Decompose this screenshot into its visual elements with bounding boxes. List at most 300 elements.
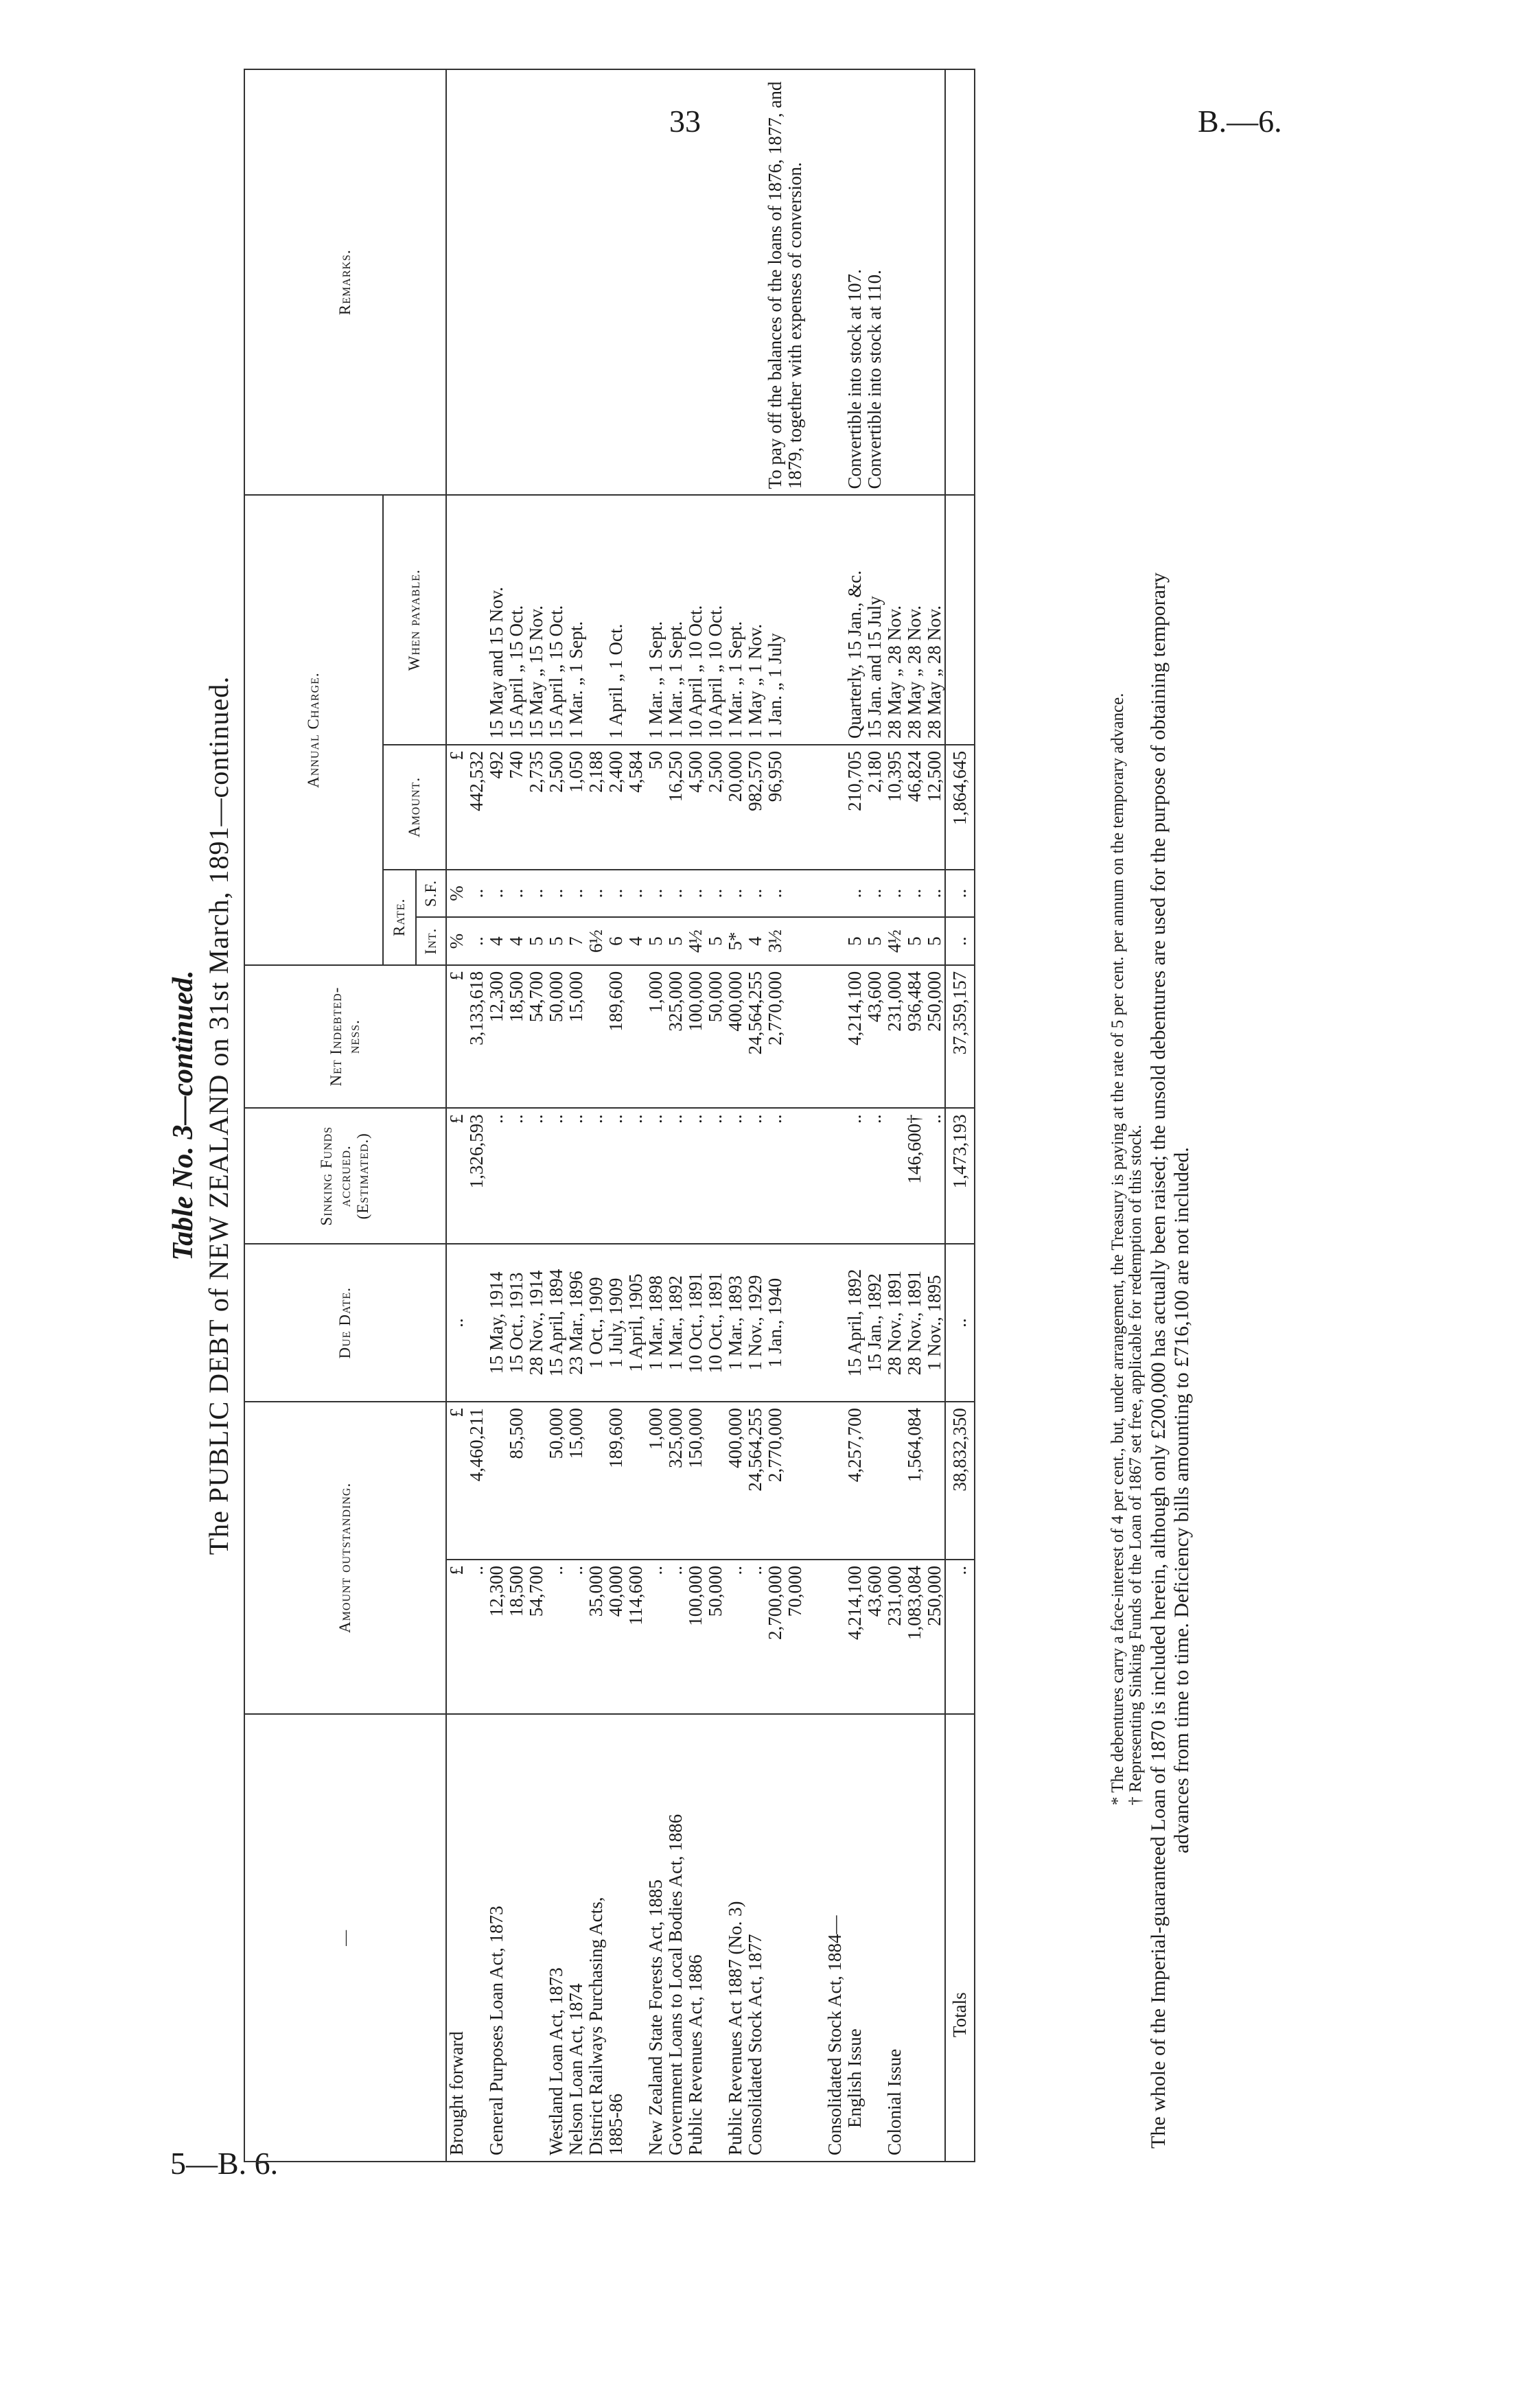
- totals-sfr: ..: [945, 870, 975, 918]
- cell-remarks: [446, 69, 487, 495]
- cell-line: [925, 1720, 944, 2155]
- cell-line: £: [446, 971, 467, 981]
- cell-charge: [825, 745, 885, 870]
- cell-line: [626, 971, 646, 1102]
- cell-line: ..: [924, 1114, 944, 1124]
- cell-line: Public Revenues Act 1887 (No. 3): [725, 1901, 745, 2155]
- cell-line: 50,000: [705, 1566, 726, 1617]
- cell-line: 10 April „ 10 Oct.: [705, 605, 726, 739]
- table-row: [726, 69, 825, 2162]
- cell-line: £: [446, 1408, 467, 1417]
- cell-sfr: [487, 870, 546, 918]
- cell-line: 2,180: [864, 750, 885, 793]
- cell-net: [446, 965, 487, 1109]
- cell-line: 15 April „ 15 Oct.: [546, 605, 566, 739]
- cell-remarks: [885, 69, 945, 495]
- cell-line: £: [446, 1114, 467, 1124]
- cell-line: 15 May and 15 Nov.: [486, 587, 507, 739]
- cell-line: 5: [844, 936, 865, 946]
- cell-line: 15 May „ 15 Nov.: [526, 605, 546, 739]
- cell-line: [706, 1720, 726, 2155]
- cell-line: 12,300: [486, 1566, 507, 1617]
- cell-line: 325,000: [665, 1408, 686, 1468]
- cell-line: [865, 1720, 885, 2155]
- cell-line: 114,600: [625, 1566, 646, 1625]
- cell-line: [626, 501, 646, 739]
- cell-amt1: [885, 1560, 945, 1714]
- cell-due: [546, 1244, 646, 1402]
- cell-remarks: [825, 69, 885, 495]
- cell-line: Nelson Loan Act, 1874: [566, 1983, 586, 2155]
- cell-desc: [726, 1714, 825, 2162]
- cell-line: 492: [486, 750, 507, 779]
- cell-amt2: [487, 1402, 546, 1560]
- cell-line: 1 Jan., 1940: [765, 1277, 785, 1368]
- cell-line: [905, 76, 925, 489]
- cell-line: [825, 1250, 845, 1396]
- cell-int: [885, 917, 945, 965]
- cell-line: 5: [665, 936, 686, 946]
- cell-line: 28 Nov., 1891: [884, 1270, 905, 1376]
- cell-line: ..: [466, 936, 487, 946]
- cell-line: 1 Mar., 1898: [645, 1275, 666, 1371]
- table-row: [546, 69, 646, 2162]
- cell-line: ..: [486, 1114, 507, 1124]
- totals-remarks: [945, 69, 975, 495]
- cell-amt2: [726, 1402, 825, 1560]
- cell-line: [885, 1114, 905, 1238]
- cell-line: 250,000: [924, 971, 944, 1032]
- totals-net: 37,359,157: [945, 965, 975, 1109]
- cell-line: 43,600: [864, 971, 885, 1023]
- cell-line: 150,000: [685, 1408, 706, 1468]
- cell-amt1: [546, 1560, 646, 1714]
- cell-line: ..: [844, 1114, 865, 1124]
- cell-amt1: [726, 1560, 825, 1714]
- cell-line: 400,000: [725, 971, 745, 1032]
- cell-due: [646, 1244, 726, 1402]
- cell-amt2: [446, 1402, 487, 1560]
- cell-sf_accrued: [825, 1108, 885, 1244]
- cell-sfr: [726, 870, 825, 918]
- cell-line: 1 Mar. „ 1 Sept.: [725, 621, 745, 739]
- cell-line: ..: [844, 888, 865, 899]
- cell-line: 4: [745, 936, 765, 946]
- page-number: 33: [669, 104, 701, 139]
- cell-line: ..: [566, 1566, 586, 1575]
- cell-line: 4,214,100: [844, 1566, 865, 1641]
- cell-line: [745, 76, 765, 489]
- cell-line: [785, 1408, 805, 1553]
- cell-desc: [825, 1714, 885, 2162]
- cell-line: [885, 1408, 905, 1553]
- cell-line: 1 Jan. „ 1 July: [765, 633, 785, 739]
- cell-line: 2,400: [605, 750, 626, 793]
- cell-line: 210,705: [844, 750, 865, 811]
- cell-net: [885, 965, 945, 1109]
- cell-line: 4,584: [625, 750, 646, 793]
- cell-line: 1,000: [645, 971, 666, 1013]
- cell-line: ..: [526, 1114, 546, 1124]
- footnote-star: * The debentures carry a face-interest of 4 per cent., but, under arrangement, the Treasury is paying at the rate of 5 per cent. per annum on the temporary advance.: [1109, 693, 1127, 1805]
- col-rate-int: Int.: [416, 917, 446, 965]
- cell-line: 24,564,255: [745, 1408, 765, 1492]
- cell-line: District Railways Purchasing Acts,: [585, 1897, 606, 2155]
- cell-line: [825, 923, 845, 959]
- cell-when: [487, 495, 546, 745]
- cell-line: 28 Nov., 1914: [526, 1270, 546, 1376]
- cell-line: ..: [466, 1566, 487, 1575]
- cell-line: 2,700,000: [765, 1566, 785, 1641]
- cell-line: [666, 76, 686, 489]
- cell-line: [586, 501, 606, 739]
- cell-charge: [726, 745, 825, 870]
- cell-line: 4: [625, 936, 646, 946]
- cell-line: 1 Oct., 1909: [585, 1277, 606, 1369]
- col-remarks: Remarks.: [244, 69, 446, 495]
- cell-line: 1 Mar. „ 1 Sept.: [665, 621, 686, 739]
- cell-line: 1,326,593: [466, 1114, 487, 1189]
- cell-desc: [546, 1714, 646, 2162]
- cell-line: [925, 76, 944, 489]
- cell-line: 15 April, 1894: [546, 1269, 566, 1377]
- cell-line: [566, 76, 586, 489]
- cell-line: [507, 76, 526, 489]
- rotated-table-block: [167, 69, 1203, 2162]
- cell-line: [825, 876, 845, 912]
- cell-line: ..: [745, 1566, 765, 1575]
- cell-when: [446, 495, 487, 745]
- col-net-indebtedness: Net Indebted-ness.: [244, 965, 446, 1109]
- cell-sf_accrued: [546, 1108, 646, 1244]
- cell-line: ..: [685, 888, 706, 899]
- cell-line: ..: [566, 1114, 586, 1124]
- cell-line: ..: [605, 1114, 626, 1124]
- table-row: [885, 69, 945, 2162]
- cell-line: 5: [645, 936, 666, 946]
- col-rate: Rate.: [383, 870, 416, 965]
- totals-amt1: ..: [945, 1560, 975, 1714]
- cell-line: ..: [546, 888, 566, 899]
- cell-line: ..: [725, 888, 745, 899]
- cell-line: 5*: [725, 931, 745, 951]
- cell-line: 20,000: [725, 750, 745, 802]
- cell-line: ..: [645, 1566, 666, 1575]
- cell-line: 15 April, 1892: [844, 1269, 865, 1377]
- cell-line: 15 May, 1914: [486, 1271, 507, 1374]
- cell-line: 35,000: [585, 1566, 606, 1617]
- cell-line: [785, 501, 805, 739]
- cell-line: ..: [546, 1114, 566, 1124]
- cell-line: [586, 1408, 606, 1553]
- cell-desc: [646, 1714, 726, 2162]
- cell-line: 1 Mar. „ 1 Sept.: [566, 621, 586, 739]
- cell-line: 4: [486, 936, 507, 946]
- cell-line: 1 Nov., 1895: [924, 1275, 944, 1371]
- cell-line: 2,500: [546, 750, 566, 793]
- cell-line: 442,532: [466, 750, 487, 811]
- cell-line: 15,000: [566, 1408, 586, 1459]
- cell-line: Government Loans to Local Bodies Act, 1886: [665, 1814, 686, 2155]
- cell-line: [905, 1720, 925, 2155]
- cell-line: 1885-86: [605, 2094, 626, 2155]
- cell-line: 10 April „ 10 Oct.: [685, 605, 706, 739]
- cell-line: %: [446, 885, 467, 901]
- cell-remarks: [726, 69, 825, 495]
- cell-line: [447, 76, 467, 489]
- cell-due: [487, 1244, 546, 1402]
- cell-charge: [885, 745, 945, 870]
- col-annual-charge: Annual Charge.: [244, 495, 383, 964]
- cell-line: ..: [546, 1566, 566, 1575]
- cell-line: ..: [645, 1114, 666, 1124]
- col-due-date: Due Date.: [244, 1244, 446, 1402]
- cell-line: New Zealand State Forests Act, 1885: [645, 1879, 666, 2155]
- cell-line: [646, 76, 666, 489]
- table-number-title: Table No. 3—continued.: [167, 970, 199, 1261]
- table-row: [825, 69, 885, 2162]
- cell-line: 1,050: [566, 750, 586, 793]
- cell-line: [825, 501, 845, 739]
- cell-line: [507, 1720, 526, 2155]
- cell-line: [546, 76, 566, 489]
- cell-amt1: [487, 1560, 546, 1714]
- cell-line: [785, 923, 805, 959]
- cell-line: 2,770,000: [765, 1408, 785, 1483]
- cell-line: 4,460,211: [466, 1408, 487, 1482]
- cell-line: [686, 76, 706, 489]
- cell-line: [785, 751, 805, 864]
- cell-line: 43,600: [864, 1566, 885, 1617]
- cell-line: 15 April „ 15 Oct.: [506, 605, 526, 739]
- cell-line: 3,133,618: [466, 971, 487, 1045]
- cell-line: [586, 971, 606, 1102]
- cell-sf_accrued: [487, 1108, 546, 1244]
- cell-sfr: [446, 870, 487, 918]
- cell-line: 740: [506, 750, 526, 779]
- cell-line: ..: [566, 888, 586, 899]
- cell-line: [706, 1408, 726, 1553]
- cell-line: 54,700: [526, 1566, 546, 1617]
- totals-charge: 1,864,645: [945, 745, 975, 870]
- cell-due: [726, 1244, 825, 1402]
- cell-remarks: [487, 69, 546, 495]
- cell-amt1: [646, 1560, 726, 1714]
- cell-charge: [546, 745, 646, 870]
- cell-charge: [446, 745, 487, 870]
- cell-int: [446, 917, 487, 965]
- cell-line: 6: [605, 936, 626, 946]
- page-reference-bottom: 5—B. 6.: [170, 2146, 279, 2181]
- cell-line: 3½: [765, 929, 785, 953]
- footnote-dagger: † Representing Sinking Funds of the Loan of 1867 set free, applicable for redemption of this stock.: [1126, 1124, 1145, 1805]
- cell-line: [825, 751, 845, 864]
- cell-line: 1,000: [645, 1408, 666, 1450]
- totals-sf_accrued: 1,473,193: [945, 1108, 975, 1244]
- cell-int: [646, 917, 726, 965]
- cell-line: 28 May „ 28 Nov.: [904, 605, 925, 739]
- cell-line: [706, 76, 726, 489]
- cell-line: 4½: [685, 929, 706, 953]
- cell-int: [487, 917, 546, 965]
- cell-line: 1 May „ 1 Nov.: [745, 624, 765, 739]
- cell-charge: [646, 745, 726, 870]
- cell-line: 5: [526, 936, 546, 946]
- cell-line: 1 April, 1905: [625, 1273, 646, 1372]
- cell-line: 1 July, 1909: [605, 1277, 626, 1368]
- cell-line: 1 Nov., 1929: [745, 1275, 765, 1371]
- cell-line: [586, 76, 606, 489]
- cell-line: [925, 1408, 944, 1553]
- cell-line: 1 Mar., 1892: [665, 1275, 686, 1371]
- cell-line: 1 Mar., 1893: [725, 1275, 745, 1371]
- cell-line: English Issue: [844, 2028, 865, 2128]
- cell-line: Public Revenues Act, 1886: [685, 1954, 706, 2155]
- cell-line: ..: [446, 1318, 467, 1328]
- cell-line: Convertible into stock at 110.: [864, 270, 885, 489]
- cell-line: 15 Jan. and 15 July: [864, 596, 885, 739]
- cell-line: 15 Jan., 1892: [864, 1273, 885, 1373]
- cell-line: [825, 1114, 845, 1238]
- cell-net: [825, 965, 885, 1109]
- col-when-payable: When payable.: [383, 495, 446, 745]
- cell-line: 1 Mar. „ 1 Sept.: [645, 621, 666, 739]
- cell-line: 54,700: [526, 971, 546, 1023]
- cell-line: ..: [506, 888, 526, 899]
- cell-when: [825, 495, 885, 745]
- cell-line: 250,000: [924, 1566, 944, 1626]
- cell-sf_accrued: [726, 1108, 825, 1244]
- col-sinking-funds: Sinking Funds accrued. (Estimated.): [244, 1108, 446, 1244]
- public-debt-table: [244, 69, 975, 2162]
- cell-line: [785, 876, 805, 912]
- cell-line: [487, 1408, 507, 1553]
- cell-charge: [487, 745, 546, 870]
- cell-sf_accrued: [646, 1108, 726, 1244]
- cell-line: 2,500: [705, 750, 726, 793]
- cell-line: 15 Oct., 1913: [506, 1272, 526, 1374]
- cell-line: ..: [665, 1566, 686, 1575]
- cell-line: 28 May „ 28 Nov.: [884, 605, 905, 739]
- col-amount: Amount.: [383, 745, 446, 870]
- cell-line: 28 Nov., 1891: [904, 1270, 925, 1376]
- footnote-note-line2: advances from time to time. Deficiency bills amounting to £716,100 are not included.: [1170, 1147, 1193, 1853]
- cell-desc: [487, 1714, 546, 2162]
- cell-line: 936,484: [904, 971, 925, 1032]
- cell-line: [785, 1114, 805, 1238]
- cell-line: 4,500: [685, 750, 706, 793]
- cell-amt2: [646, 1402, 726, 1560]
- cell-net: [546, 965, 646, 1109]
- cell-line: Consolidated Stock Act, 1884—: [824, 1915, 845, 2155]
- cell-line: [606, 76, 626, 489]
- cell-line: 50: [645, 750, 666, 769]
- cell-line: ..: [685, 1114, 706, 1124]
- cell-line: General Purposes Loan Act, 1873: [486, 1906, 507, 2155]
- cell-line: ..: [605, 888, 626, 899]
- cell-when: [885, 495, 945, 745]
- cell-desc: [885, 1714, 945, 2162]
- cell-line: 5: [924, 936, 944, 946]
- cell-sfr: [825, 870, 885, 918]
- cell-int: [825, 917, 885, 965]
- cell-line: Westland Loan Act, 1873: [546, 1967, 566, 2155]
- col-amount-outstanding: Amount outstanding.: [244, 1402, 446, 1714]
- cell-line: [825, 76, 845, 489]
- cell-line: ..: [864, 888, 885, 899]
- table-row: [446, 69, 487, 2162]
- cell-line: %: [446, 933, 467, 949]
- cell-line: [447, 501, 467, 739]
- cell-remarks: [646, 69, 726, 495]
- cell-line: ..: [884, 888, 905, 899]
- cell-line: ..: [725, 1566, 745, 1575]
- cell-due: [825, 1244, 885, 1402]
- totals-when: [945, 495, 975, 745]
- cell-line: 96,950: [765, 750, 785, 802]
- cell-line: 400,000: [725, 1408, 745, 1468]
- cell-line: 12,300: [486, 971, 507, 1023]
- cell-line: ..: [745, 888, 765, 899]
- cell-due: [885, 1244, 945, 1402]
- cell-line: 10 Oct., 1891: [705, 1272, 726, 1374]
- cell-line: ..: [864, 1114, 885, 1124]
- cell-line: ..: [486, 888, 507, 899]
- cell-line: ..: [705, 1114, 726, 1124]
- cell-line: 12,500: [924, 750, 944, 802]
- cell-line: [526, 1408, 546, 1553]
- cell-line: 1 April „ 1 Oct.: [605, 623, 626, 739]
- cell-line: ..: [526, 888, 546, 899]
- cell-line: 50,000: [705, 971, 726, 1023]
- cell-line: 1,564,084: [904, 1408, 925, 1483]
- cell-line: 231,000: [884, 971, 905, 1032]
- cell-line: ..: [665, 888, 686, 899]
- col-description: —: [244, 1714, 446, 2162]
- cell-line: ..: [585, 888, 606, 899]
- cell-line: 6½: [585, 929, 606, 953]
- cell-line: £: [446, 1566, 467, 1575]
- cell-line: Colonial Issue: [884, 2048, 905, 2155]
- table-heading: The PUBLIC DEBT of NEW ZEALAND on 31st March, 1891—continued.: [203, 675, 234, 1555]
- cell-line: 28 May „ 28 Nov.: [924, 605, 944, 739]
- cell-line: 4: [506, 936, 526, 946]
- cell-line: 100,000: [685, 971, 706, 1032]
- totals-amt2: 38,832,350: [945, 1402, 975, 1560]
- cell-line: ..: [585, 1114, 606, 1124]
- cell-line: ..: [924, 888, 944, 899]
- cell-desc: [446, 1714, 487, 2162]
- cell-line: ..: [625, 888, 646, 899]
- cell-line: 18,500: [506, 971, 526, 1023]
- cell-amt1: [446, 1560, 487, 1714]
- cell-amt2: [546, 1402, 646, 1560]
- cell-line: 10 Oct., 1891: [685, 1272, 706, 1374]
- cell-line: ..: [904, 888, 925, 899]
- cell-line: 2,188: [585, 750, 606, 793]
- cell-line: 4½: [884, 929, 905, 953]
- cell-line: Convertible into stock at 107.: [844, 269, 865, 489]
- cell-amt1: [825, 1560, 885, 1714]
- cell-line: 50,000: [546, 1408, 566, 1459]
- cell-line: Quarterly, 15 Jan., &c.: [844, 570, 865, 739]
- cell-line: [825, 971, 845, 1102]
- footnote-note-line1: The whole of the Imperial-guaranteed Loan of 1870 is included herein, although only £200,000 has actually been raised; the unsold debentures are used for the purpose of obtaining temporary: [1147, 572, 1170, 2149]
- cell-line: [626, 1408, 646, 1553]
- cell-line: [785, 1250, 805, 1396]
- cell-line: Brought forward: [446, 2031, 467, 2155]
- cell-line: [825, 1408, 845, 1553]
